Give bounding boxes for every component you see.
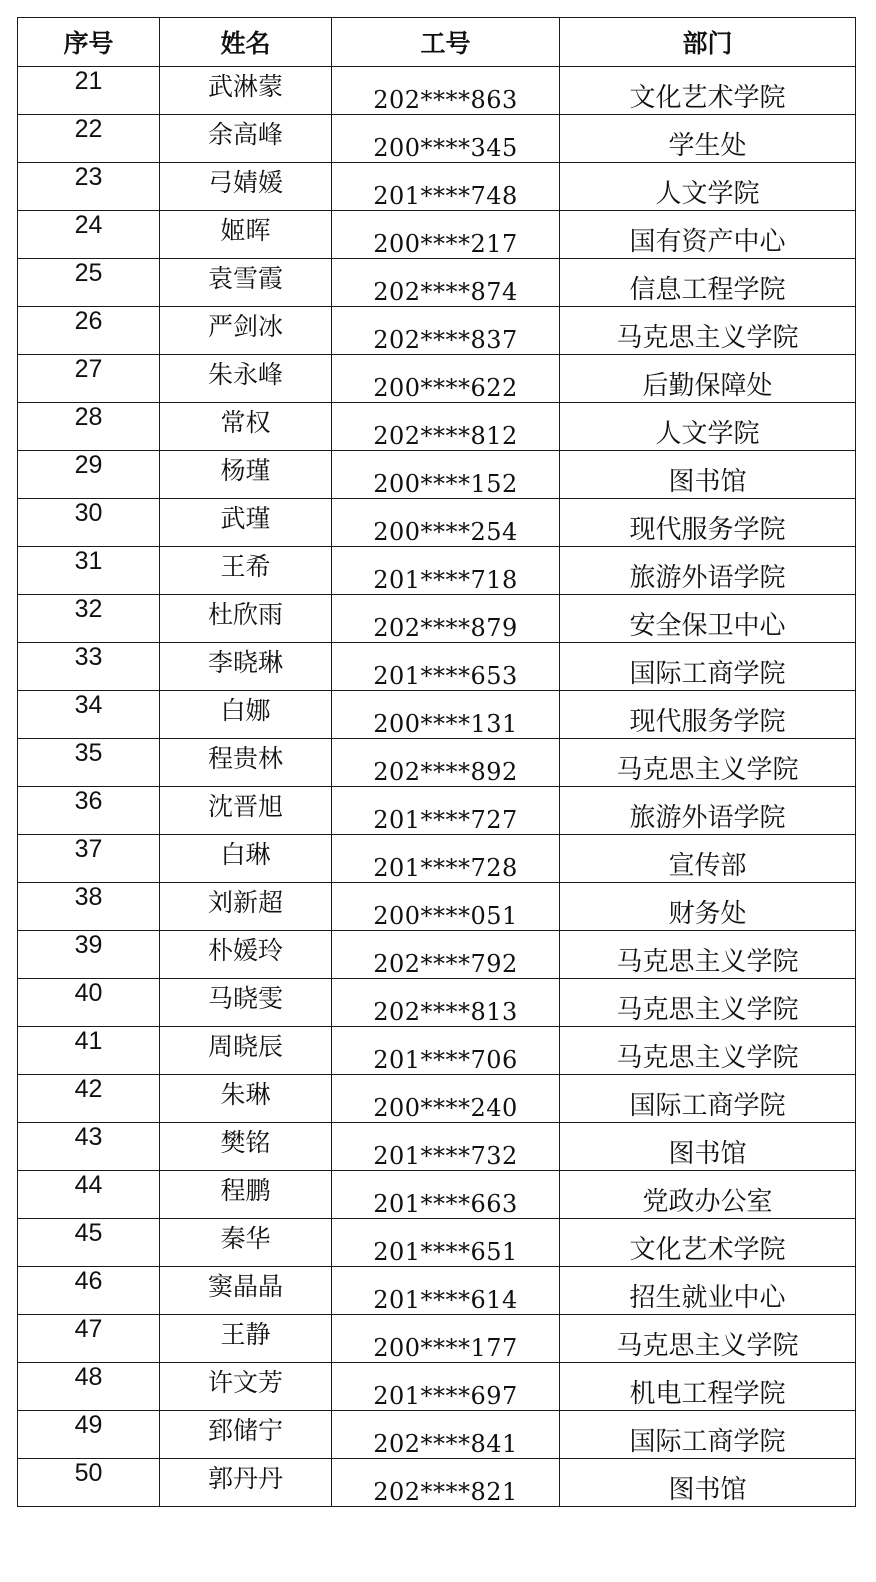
department-cell: 信息工程学院 [560,259,856,307]
table-row [18,739,856,787]
department-cell: 安全保卫中心 [560,595,856,643]
table-row [18,883,856,931]
serial-number-cell: 50 [18,1459,160,1507]
serial-number-cell: 32 [18,595,160,643]
department-cell: 图书馆 [560,1123,856,1171]
staff-id-cell: 200****217 [332,211,560,259]
serial-number-cell: 43 [18,1123,160,1171]
department-cell: 旅游外语学院 [560,787,856,835]
table-row [18,67,856,115]
staff-id-cell: 201****653 [332,643,560,691]
name-cell: 常权 [160,403,332,451]
table-header [18,18,856,67]
serial-number-cell: 47 [18,1315,160,1363]
serial-number-cell: 21 [18,67,160,115]
serial-number-cell: 37 [18,835,160,883]
name-cell: 袁雪霞 [160,259,332,307]
department-cell: 宣传部 [560,835,856,883]
table-row [18,115,856,163]
name-cell: 白琳 [160,835,332,883]
table-body [18,67,856,1507]
staff-id-cell: 201****651 [332,1219,560,1267]
staff-id-cell: 201****732 [332,1123,560,1171]
staff-id-cell: 200****177 [332,1315,560,1363]
department-cell: 马克思主义学院 [560,931,856,979]
staff-id-cell: 201****727 [332,787,560,835]
name-cell: 杨瑾 [160,451,332,499]
staff-id-cell: 201****748 [332,163,560,211]
name-cell: 李晓琳 [160,643,332,691]
table-row [18,1267,856,1315]
table-row [18,211,856,259]
department-cell: 党政办公室 [560,1171,856,1219]
table-row [18,499,856,547]
serial-number-cell: 26 [18,307,160,355]
department-cell: 现代服务学院 [560,691,856,739]
staff-id-cell: 200****131 [332,691,560,739]
department-cell: 人文学院 [560,163,856,211]
department-cell: 文化艺术学院 [560,67,856,115]
table-row [18,307,856,355]
name-cell: 郭丹丹 [160,1459,332,1507]
roster-sheet [17,17,856,1507]
table-row [18,403,856,451]
name-cell: 程贵林 [160,739,332,787]
department-cell: 旅游外语学院 [560,547,856,595]
serial-number-cell: 40 [18,979,160,1027]
staff-id-cell: 202****821 [332,1459,560,1507]
staff-id-cell: 201****706 [332,1027,560,1075]
serial-number-cell: 46 [18,1267,160,1315]
staff-id-cell: 202****792 [332,931,560,979]
serial-number-cell: 36 [18,787,160,835]
serial-number-cell: 35 [18,739,160,787]
serial-number-cell: 39 [18,931,160,979]
serial-number-cell: 38 [18,883,160,931]
name-cell: 严剑冰 [160,307,332,355]
table-row [18,163,856,211]
department-cell: 马克思主义学院 [560,1315,856,1363]
name-cell: 许文芳 [160,1363,332,1411]
table-row [18,691,856,739]
staff-id-cell: 202****863 [332,67,560,115]
serial-number-cell: 23 [18,163,160,211]
name-cell: 樊铭 [160,1123,332,1171]
department-cell: 机电工程学院 [560,1363,856,1411]
name-cell: 杜欣雨 [160,595,332,643]
department-cell: 招生就业中心 [560,1267,856,1315]
name-cell: 秦华 [160,1219,332,1267]
name-cell: 刘新超 [160,883,332,931]
table-row [18,1459,856,1507]
serial-number-cell: 41 [18,1027,160,1075]
header-row [18,18,856,67]
staff-id-cell: 202****874 [332,259,560,307]
table-row [18,1219,856,1267]
name-cell: 马晓雯 [160,979,332,1027]
name-cell: 周晓辰 [160,1027,332,1075]
department-cell: 图书馆 [560,1459,856,1507]
department-cell: 马克思主义学院 [560,1027,856,1075]
name-cell: 沈晋旭 [160,787,332,835]
staff-table [17,17,856,1507]
department-cell: 国有资产中心 [560,211,856,259]
serial-number-cell: 31 [18,547,160,595]
name-cell: 武淋蒙 [160,67,332,115]
name-cell: 程鹏 [160,1171,332,1219]
department-cell: 后勤保障处 [560,355,856,403]
staff-id-cell: 201****663 [332,1171,560,1219]
staff-id-cell: 202****812 [332,403,560,451]
table-row [18,355,856,403]
header-serial-number: 序号 [18,18,160,67]
table-row [18,931,856,979]
name-cell: 弓婧媛 [160,163,332,211]
staff-id-cell: 202****813 [332,979,560,1027]
name-cell: 朱永峰 [160,355,332,403]
table-row [18,979,856,1027]
table-row [18,787,856,835]
table-row [18,595,856,643]
staff-id-cell: 201****697 [332,1363,560,1411]
department-cell: 马克思主义学院 [560,739,856,787]
serial-number-cell: 44 [18,1171,160,1219]
table-row [18,1075,856,1123]
department-cell: 人文学院 [560,403,856,451]
table-row [18,1171,856,1219]
serial-number-cell: 49 [18,1411,160,1459]
staff-id-cell: 202****841 [332,1411,560,1459]
staff-id-cell: 201****728 [332,835,560,883]
table-row [18,451,856,499]
table-row [18,259,856,307]
staff-id-cell: 200****622 [332,355,560,403]
header-staff-id: 工号 [332,18,560,67]
name-cell: 窦晶晶 [160,1267,332,1315]
department-cell: 图书馆 [560,451,856,499]
name-cell: 姬晖 [160,211,332,259]
name-cell: 郅储宁 [160,1411,332,1459]
serial-number-cell: 45 [18,1219,160,1267]
department-cell: 国际工商学院 [560,1411,856,1459]
department-cell: 马克思主义学院 [560,979,856,1027]
department-cell: 财务处 [560,883,856,931]
name-cell: 余高峰 [160,115,332,163]
header-department: 部门 [560,18,856,67]
table-row [18,643,856,691]
department-cell: 国际工商学院 [560,643,856,691]
serial-number-cell: 29 [18,451,160,499]
name-cell: 王静 [160,1315,332,1363]
table-row [18,1123,856,1171]
table-row [18,1315,856,1363]
serial-number-cell: 33 [18,643,160,691]
department-cell: 国际工商学院 [560,1075,856,1123]
table-row [18,1363,856,1411]
staff-id-cell: 200****240 [332,1075,560,1123]
serial-number-cell: 24 [18,211,160,259]
name-cell: 王希 [160,547,332,595]
staff-id-cell: 200****152 [332,451,560,499]
table-row [18,1027,856,1075]
department-cell: 马克思主义学院 [560,307,856,355]
serial-number-cell: 28 [18,403,160,451]
name-cell: 朱琳 [160,1075,332,1123]
serial-number-cell: 48 [18,1363,160,1411]
department-cell: 学生处 [560,115,856,163]
serial-number-cell: 27 [18,355,160,403]
table-row [18,1411,856,1459]
serial-number-cell: 34 [18,691,160,739]
department-cell: 文化艺术学院 [560,1219,856,1267]
header-name: 姓名 [160,18,332,67]
staff-id-cell: 200****051 [332,883,560,931]
serial-number-cell: 42 [18,1075,160,1123]
table-row [18,835,856,883]
department-cell: 现代服务学院 [560,499,856,547]
name-cell: 白娜 [160,691,332,739]
staff-id-cell: 202****879 [332,595,560,643]
name-cell: 朴媛玲 [160,931,332,979]
staff-id-cell: 200****345 [332,115,560,163]
name-cell: 武瑾 [160,499,332,547]
serial-number-cell: 22 [18,115,160,163]
staff-id-cell: 200****254 [332,499,560,547]
staff-id-cell: 202****892 [332,739,560,787]
staff-id-cell: 201****614 [332,1267,560,1315]
table-row [18,547,856,595]
serial-number-cell: 30 [18,499,160,547]
serial-number-cell: 25 [18,259,160,307]
staff-id-cell: 202****837 [332,307,560,355]
staff-id-cell: 201****718 [332,547,560,595]
